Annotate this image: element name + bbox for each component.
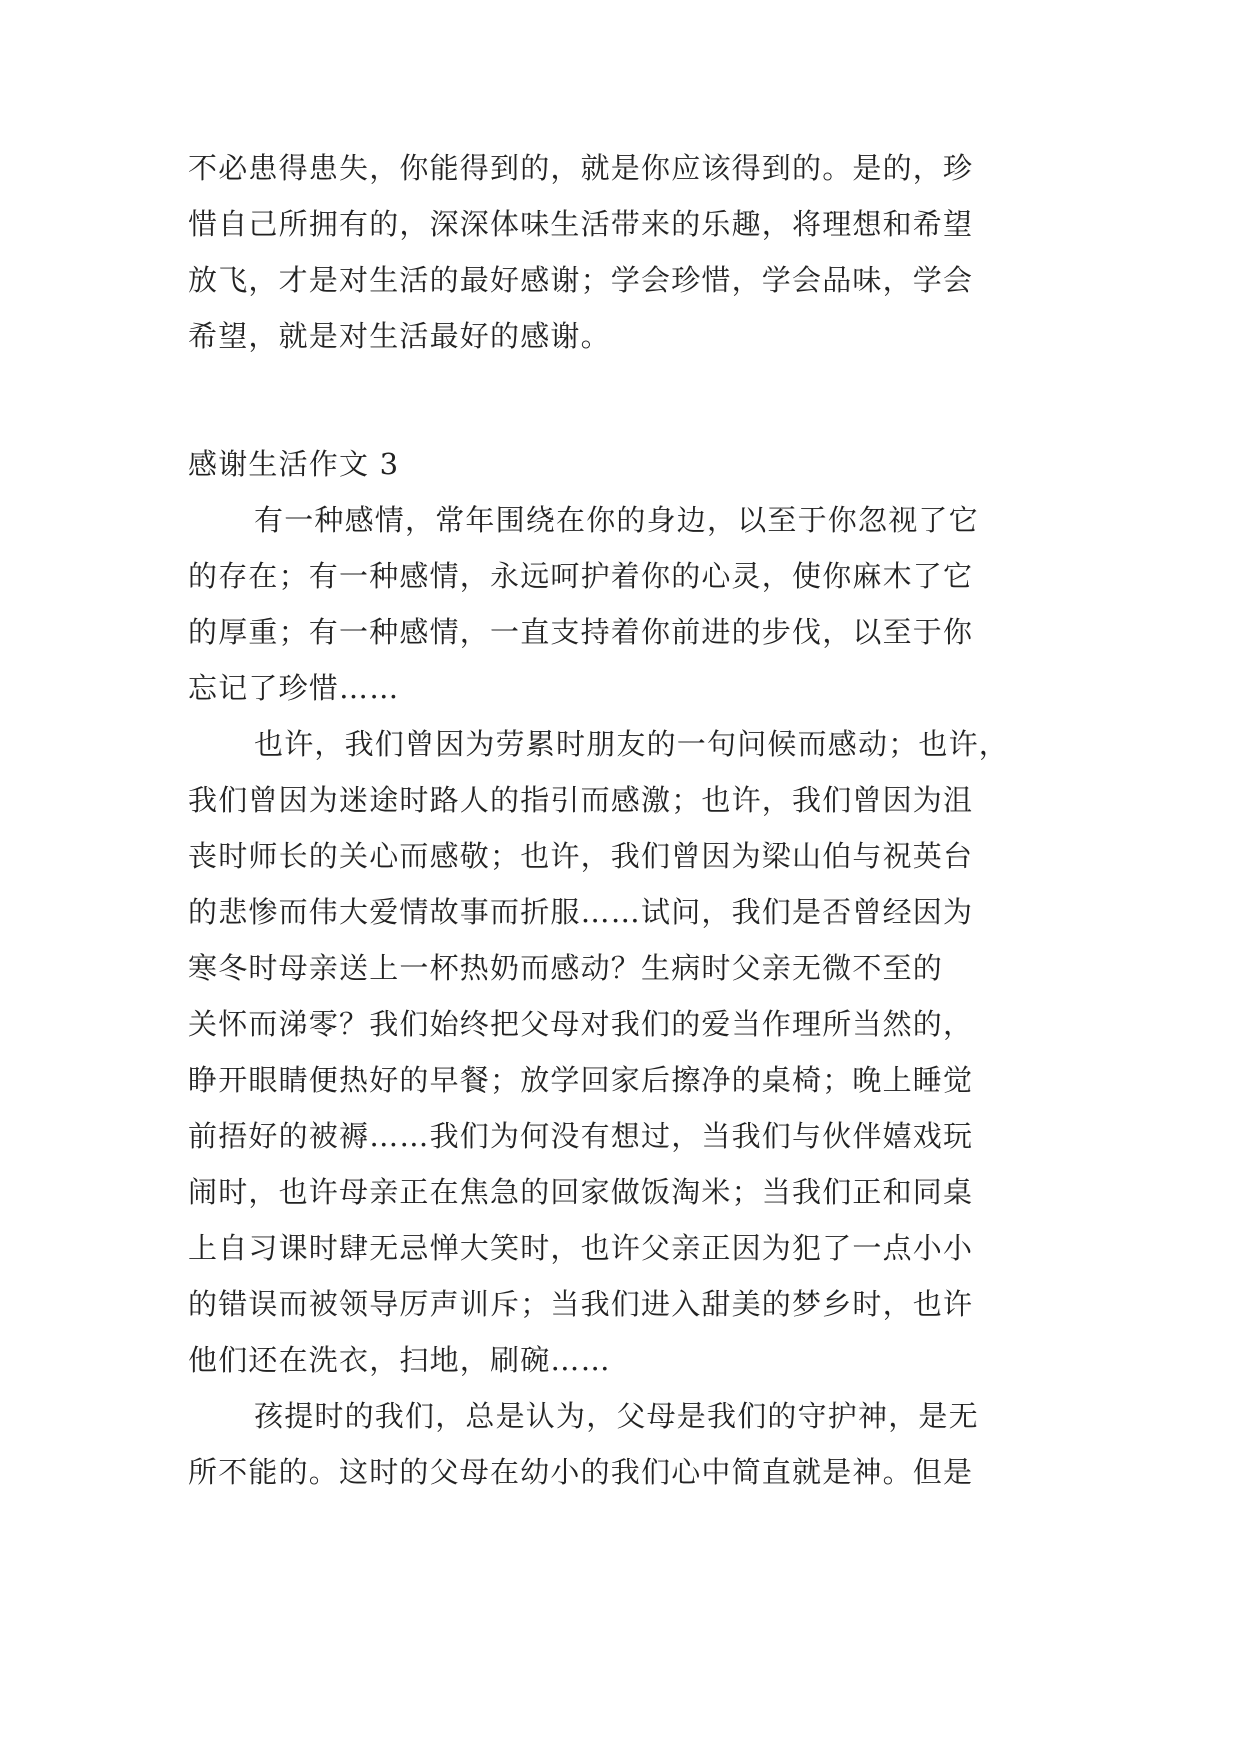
paragraph-1-line: 放飞，才是对生活的最好感谢；学会珍惜，学会品味，学会 — [188, 263, 974, 297]
paragraph-2-line: 的存在；有一种感情，永远呵护着你的心灵，使你麻木了它 — [188, 559, 974, 593]
paragraph-4-line: 所不能的。这时的父母在幼小的我们心中简直就是神。但是 — [188, 1455, 974, 1489]
paragraph-3-line: 也许，我们曾因为劳累时朋友的一句问候而感动；也许， — [254, 727, 1010, 761]
paragraph-1-line: 惜自己所拥有的，深深体味生活带来的乐趣，将理想和希望 — [188, 207, 974, 241]
section-heading: 感谢生活作文 3 — [188, 447, 400, 481]
paragraph-2-line: 忘记了珍惜…… — [188, 671, 400, 705]
paragraph-1-line: 不必患得患失，你能得到的，就是你应该得到的。是的，珍 — [188, 151, 974, 185]
paragraph-3-line: 他们还在洗衣，扫地，刷碗…… — [188, 1343, 611, 1377]
paragraph-3-line: 寒冬时母亲送上一杯热奶而感动？生病时父亲无微不至的 — [188, 951, 944, 985]
paragraph-3-line: 上自习课时肆无忌惮大笑时，也许父亲正因为犯了一点小小 — [188, 1231, 974, 1265]
paragraph-3-line: 睁开眼睛便热好的早餐；放学回家后擦净的桌椅；晚上睡觉 — [188, 1063, 974, 1097]
paragraph-1-line: 希望，就是对生活最好的感谢。 — [188, 319, 611, 353]
paragraph-4-line: 孩提时的我们，总是认为，父母是我们的守护神，是无 — [254, 1399, 979, 1433]
paragraph-3-line: 关怀而涕零？我们始终把父母对我们的爱当作理所当然的， — [188, 1007, 974, 1041]
paragraph-3-line: 我们曾因为迷途时路人的指引而感激；也许，我们曾因为沮 — [188, 783, 974, 817]
paragraph-3-line: 的错误而被领导厉声训斥；当我们进入甜美的梦乡时，也许 — [188, 1287, 974, 1321]
paragraph-2-line: 有一种感情，常年围绕在你的身边，以至于你忽视了它 — [254, 503, 979, 537]
paragraph-3-line: 前捂好的被褥……我们为何没有想过，当我们与伙伴嬉戏玩 — [188, 1119, 974, 1153]
paragraph-3-line: 丧时师长的关心而感敬；也许，我们曾因为梁山伯与祝英台 — [188, 839, 974, 873]
paragraph-3-line: 闹时，也许母亲正在焦急的回家做饭淘米；当我们正和同桌 — [188, 1175, 974, 1209]
paragraph-3-line: 的悲惨而伟大爱情故事而折服……试问，我们是否曾经因为 — [188, 895, 974, 929]
paragraph-2-line: 的厚重；有一种感情，一直支持着你前进的步伐，以至于你 — [188, 615, 974, 649]
